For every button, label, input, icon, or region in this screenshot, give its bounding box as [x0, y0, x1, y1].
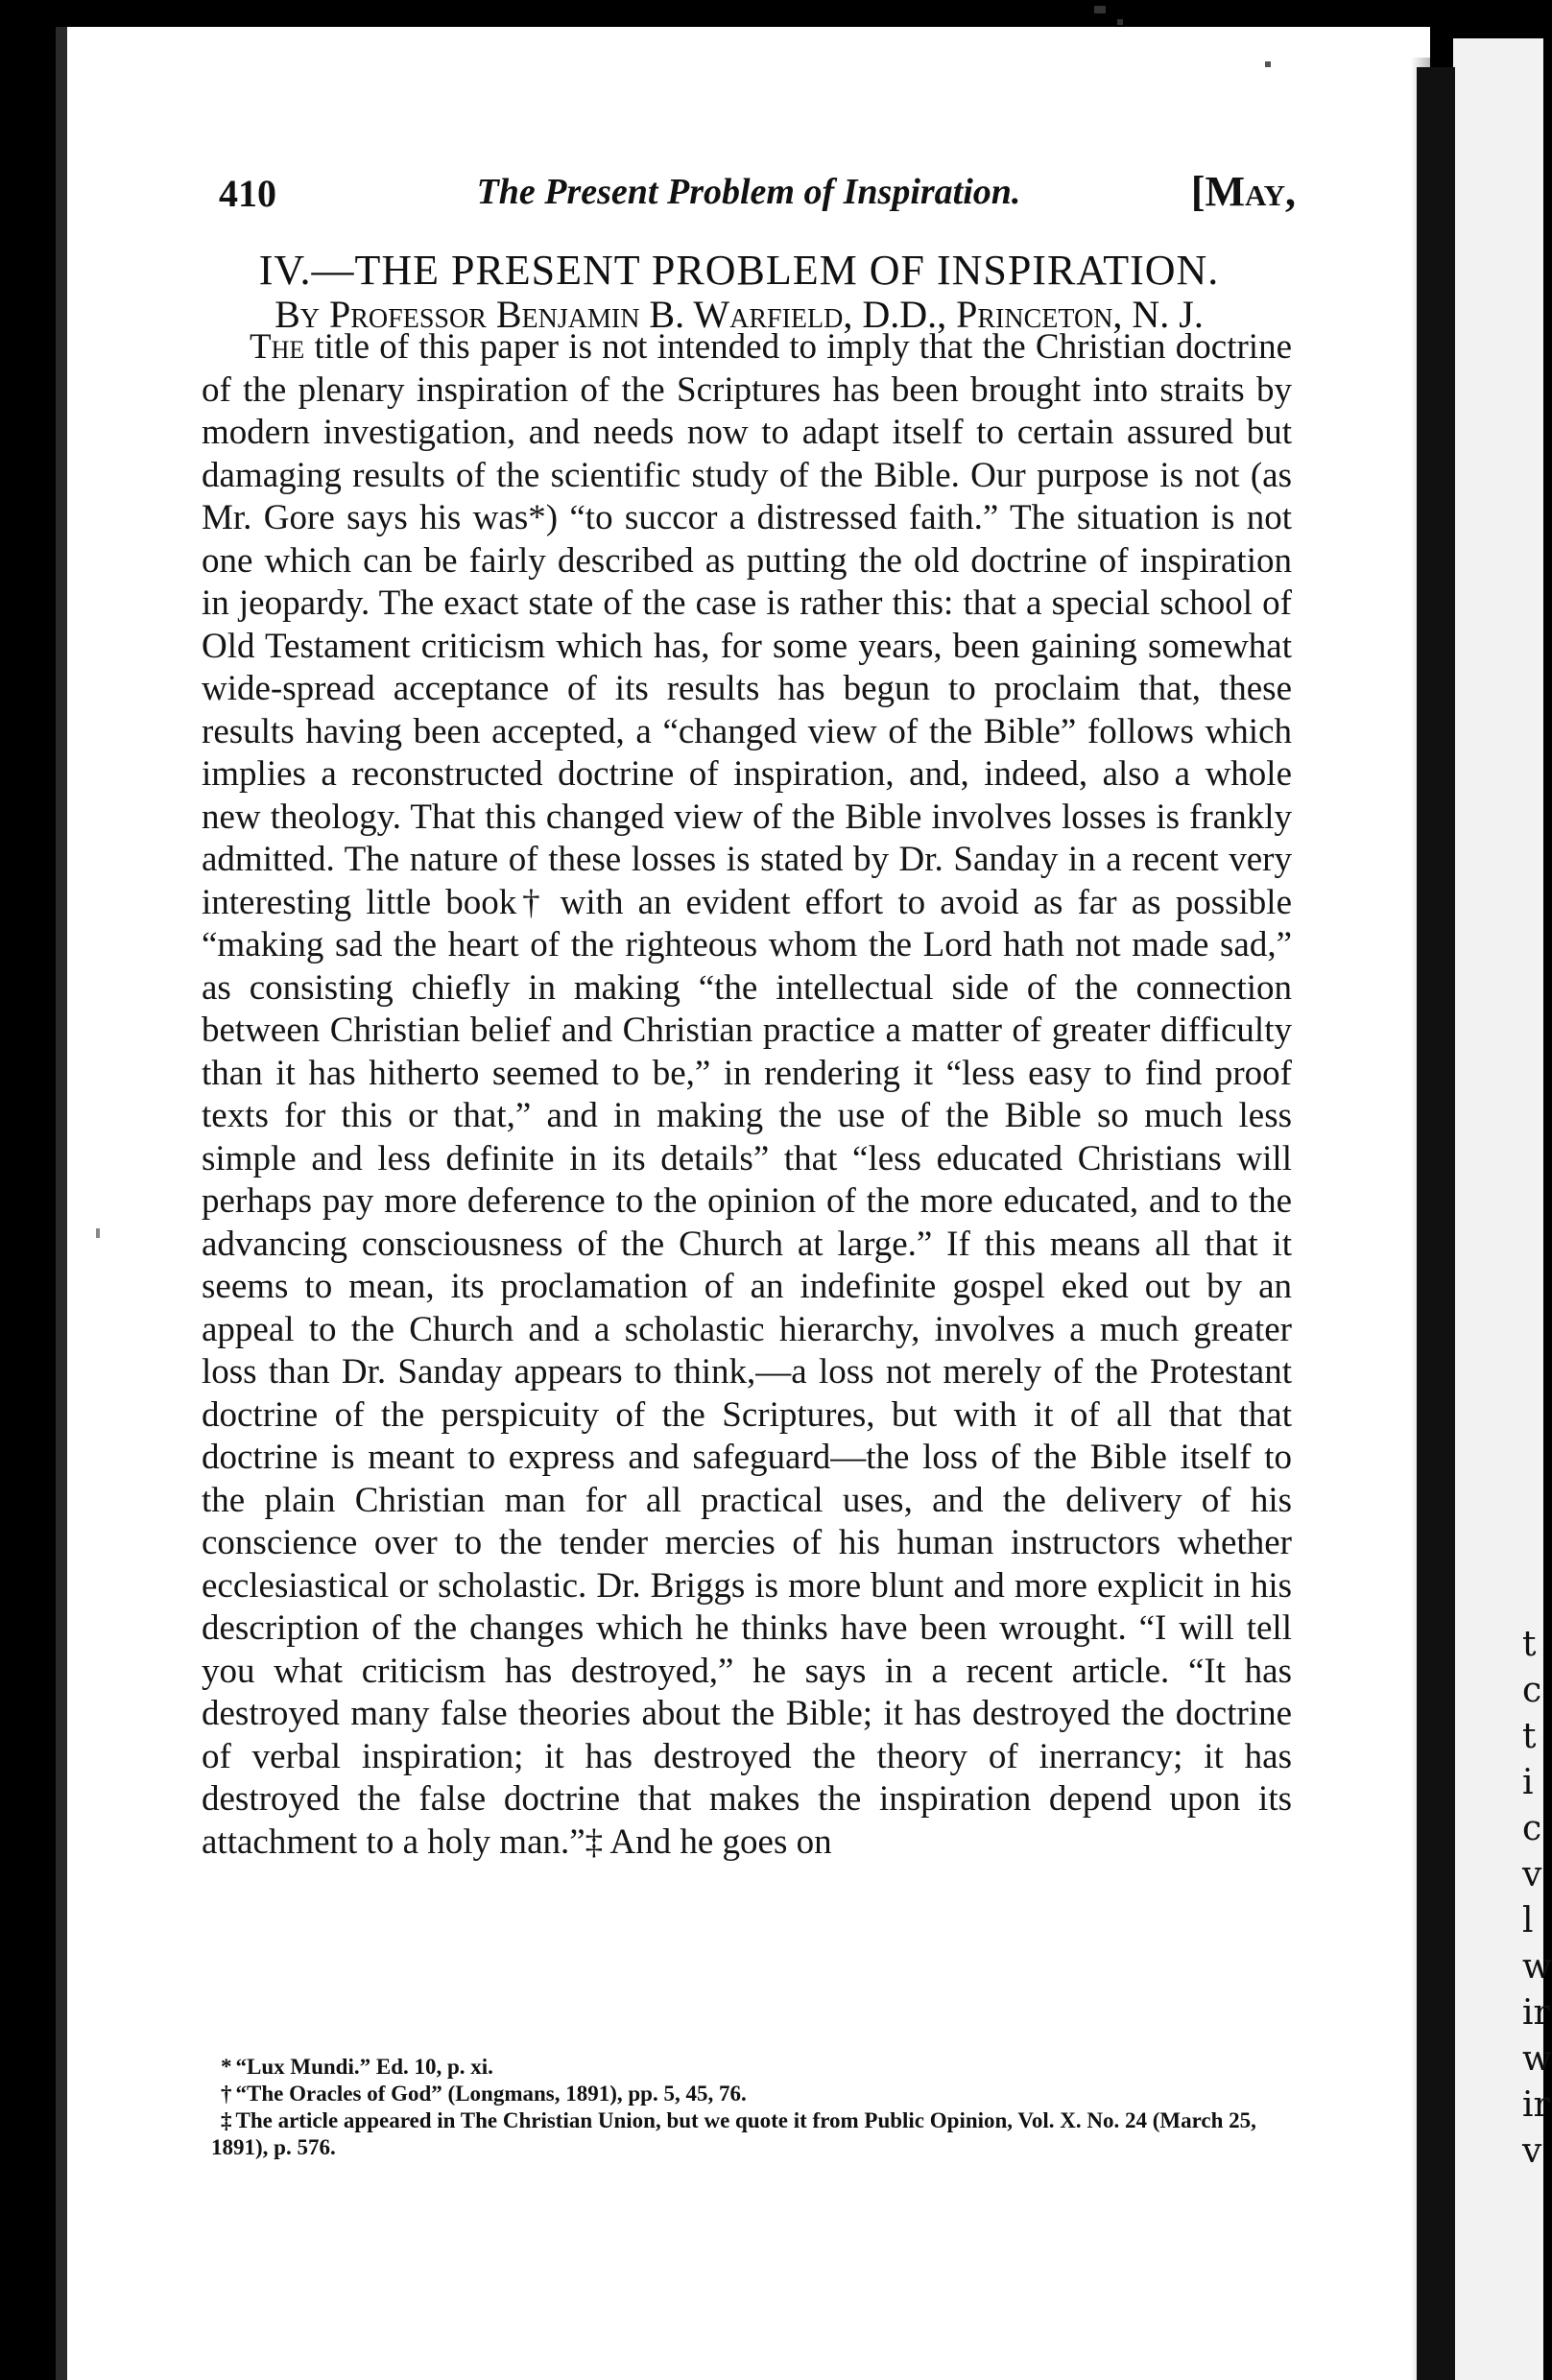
- footnote-text: “The Oracles of God” (Longmans, 1891), pp. 5, 45, 76.: [235, 2082, 747, 2106]
- body-paragraph: [202, 326, 1292, 1864]
- footnote-mark: ‡: [221, 2108, 232, 2132]
- adjacent-glyph: t: [1522, 1717, 1537, 1756]
- footnote: [221, 2054, 1286, 2081]
- footnote: [221, 2081, 1286, 2107]
- adjacent-glyph: t: [1522, 1625, 1537, 1664]
- adjacent-glyph: v: [1522, 2131, 1542, 2171]
- footnote-mark: †: [221, 2082, 232, 2106]
- adjacent-page-text: [1522, 1622, 1552, 2175]
- footnote: [211, 2107, 1286, 2161]
- running-title: The Present Problem of Inspiration.: [476, 172, 1021, 212]
- book-spine: [1417, 67, 1455, 2380]
- header-month: [May,: [1190, 168, 1296, 215]
- adjacent-glyph: ir: [1522, 2085, 1550, 2125]
- article-byline: By Professor Benjamin B. Warfield, D.D., Princeton, N. J.: [275, 293, 1204, 336]
- page-number: 410: [219, 172, 276, 215]
- adjacent-glyph: w: [1522, 2039, 1552, 2079]
- adjacent-glyph: v: [1522, 1855, 1542, 1894]
- footnote-mark: *: [221, 2055, 232, 2079]
- footnote-text: The article appeared in The Christian Union, but we quote it from Public Opinion, Vol. X. No. 24 (March 25, 1891), p. 576.: [211, 2108, 1256, 2159]
- article-body: [202, 326, 1292, 1864]
- footnote-text: “Lux Mundi.” Ed. 10, p. xi.: [235, 2055, 493, 2079]
- footnotes: [211, 2054, 1286, 2161]
- article-title: IV.—THE PRESENT PROBLEM OF INSPIRATION.: [258, 247, 1220, 294]
- paragraph-text: title of this paper is not intended to imply that the Christian doctrine of the plenary inspiration of the Scriptures has been brought into straits by modern investigation, and needs now to adapt itself to certain assured but damaging results of the scientific study of the Bible. Our purpose is not (as Mr. Gore says his was*) “to succor a distressed faith.” The situation is not one which can be fairly described as putting the old doctrine of inspiration in jeopardy. The exact state of the case is rather this: that a special school of Old Testament criticism which has, for some years, been gaining somewhat wide-spread acceptance of its results has begun to proclaim that, these results having been accepted, a “changed view of the Bible” follows which implies a reconstructed doctrine of inspiration, and, indeed, also a whole new theology. That this changed view of the Bible involves losses is frankly admitted. The nature of these losses is stated by Dr. Sanday in a recent very interesting little book† with an evident effort to avoid as far as possible “making sad the heart of the righteous whom the Lord hath not made sad,” as consisting chiefly in making “the intellectual side of the connection between Christian belief and Christian practice a matter of greater difficulty than it has hitherto seemed to be,” in rendering it “less easy to find proof texts for this or that,” and in making the use of the Bible so much less simple and less definite in its details” that “less educated Christians will perhaps pay more deference to the opinion of the more educated, and to the advancing consciousness of the Church at large.” If this means all that it seems to mean, its proclamation of an indefinite gospel eked out by an appeal to the Church and a scholastic hierarchy, involves a much greater loss than Dr. Sanday appears to think,—a loss not merely of the Protestant doctrine of the perspicuity of the Scriptures, but with it of all that that doctrine is meant to express and safeguard—the loss of the Bible itself to the plain Christian man for all practical uses, and the delivery of his conscience over to the tender mercies of his human instructors whether ecclesiastical or scholastic. Dr. Briggs is more blunt and more explicit in his description of the changes which he thinks have been wrought. “I will tell you what criticism has destroyed,” he says in a recent article. “It has destroyed many false theories about the Bible; it has destroyed the doctrine of verbal inspiration; it has destroyed the theory of inerrancy; it has destroyed the false doctrine that makes the inspiration depend upon its attachment to a holy man.”‡ And he goes on: [202, 327, 1292, 1862]
- adjacent-glyph: c: [1522, 1809, 1542, 1848]
- scan-speck: [96, 1228, 100, 1238]
- scan-speck: [1094, 6, 1106, 13]
- scan-speck: [1117, 19, 1123, 25]
- adjacent-glyph: l: [1522, 1901, 1534, 1940]
- adjacent-glyph: ir: [1522, 1993, 1550, 2033]
- adjacent-glyph: i: [1522, 1763, 1534, 1802]
- scan-speck: [1265, 61, 1271, 67]
- adjacent-glyph: w: [1522, 1947, 1552, 1987]
- paragraph-lead-in: The: [250, 327, 305, 367]
- adjacent-glyph: c: [1522, 1671, 1542, 1710]
- running-header: [211, 165, 1296, 223]
